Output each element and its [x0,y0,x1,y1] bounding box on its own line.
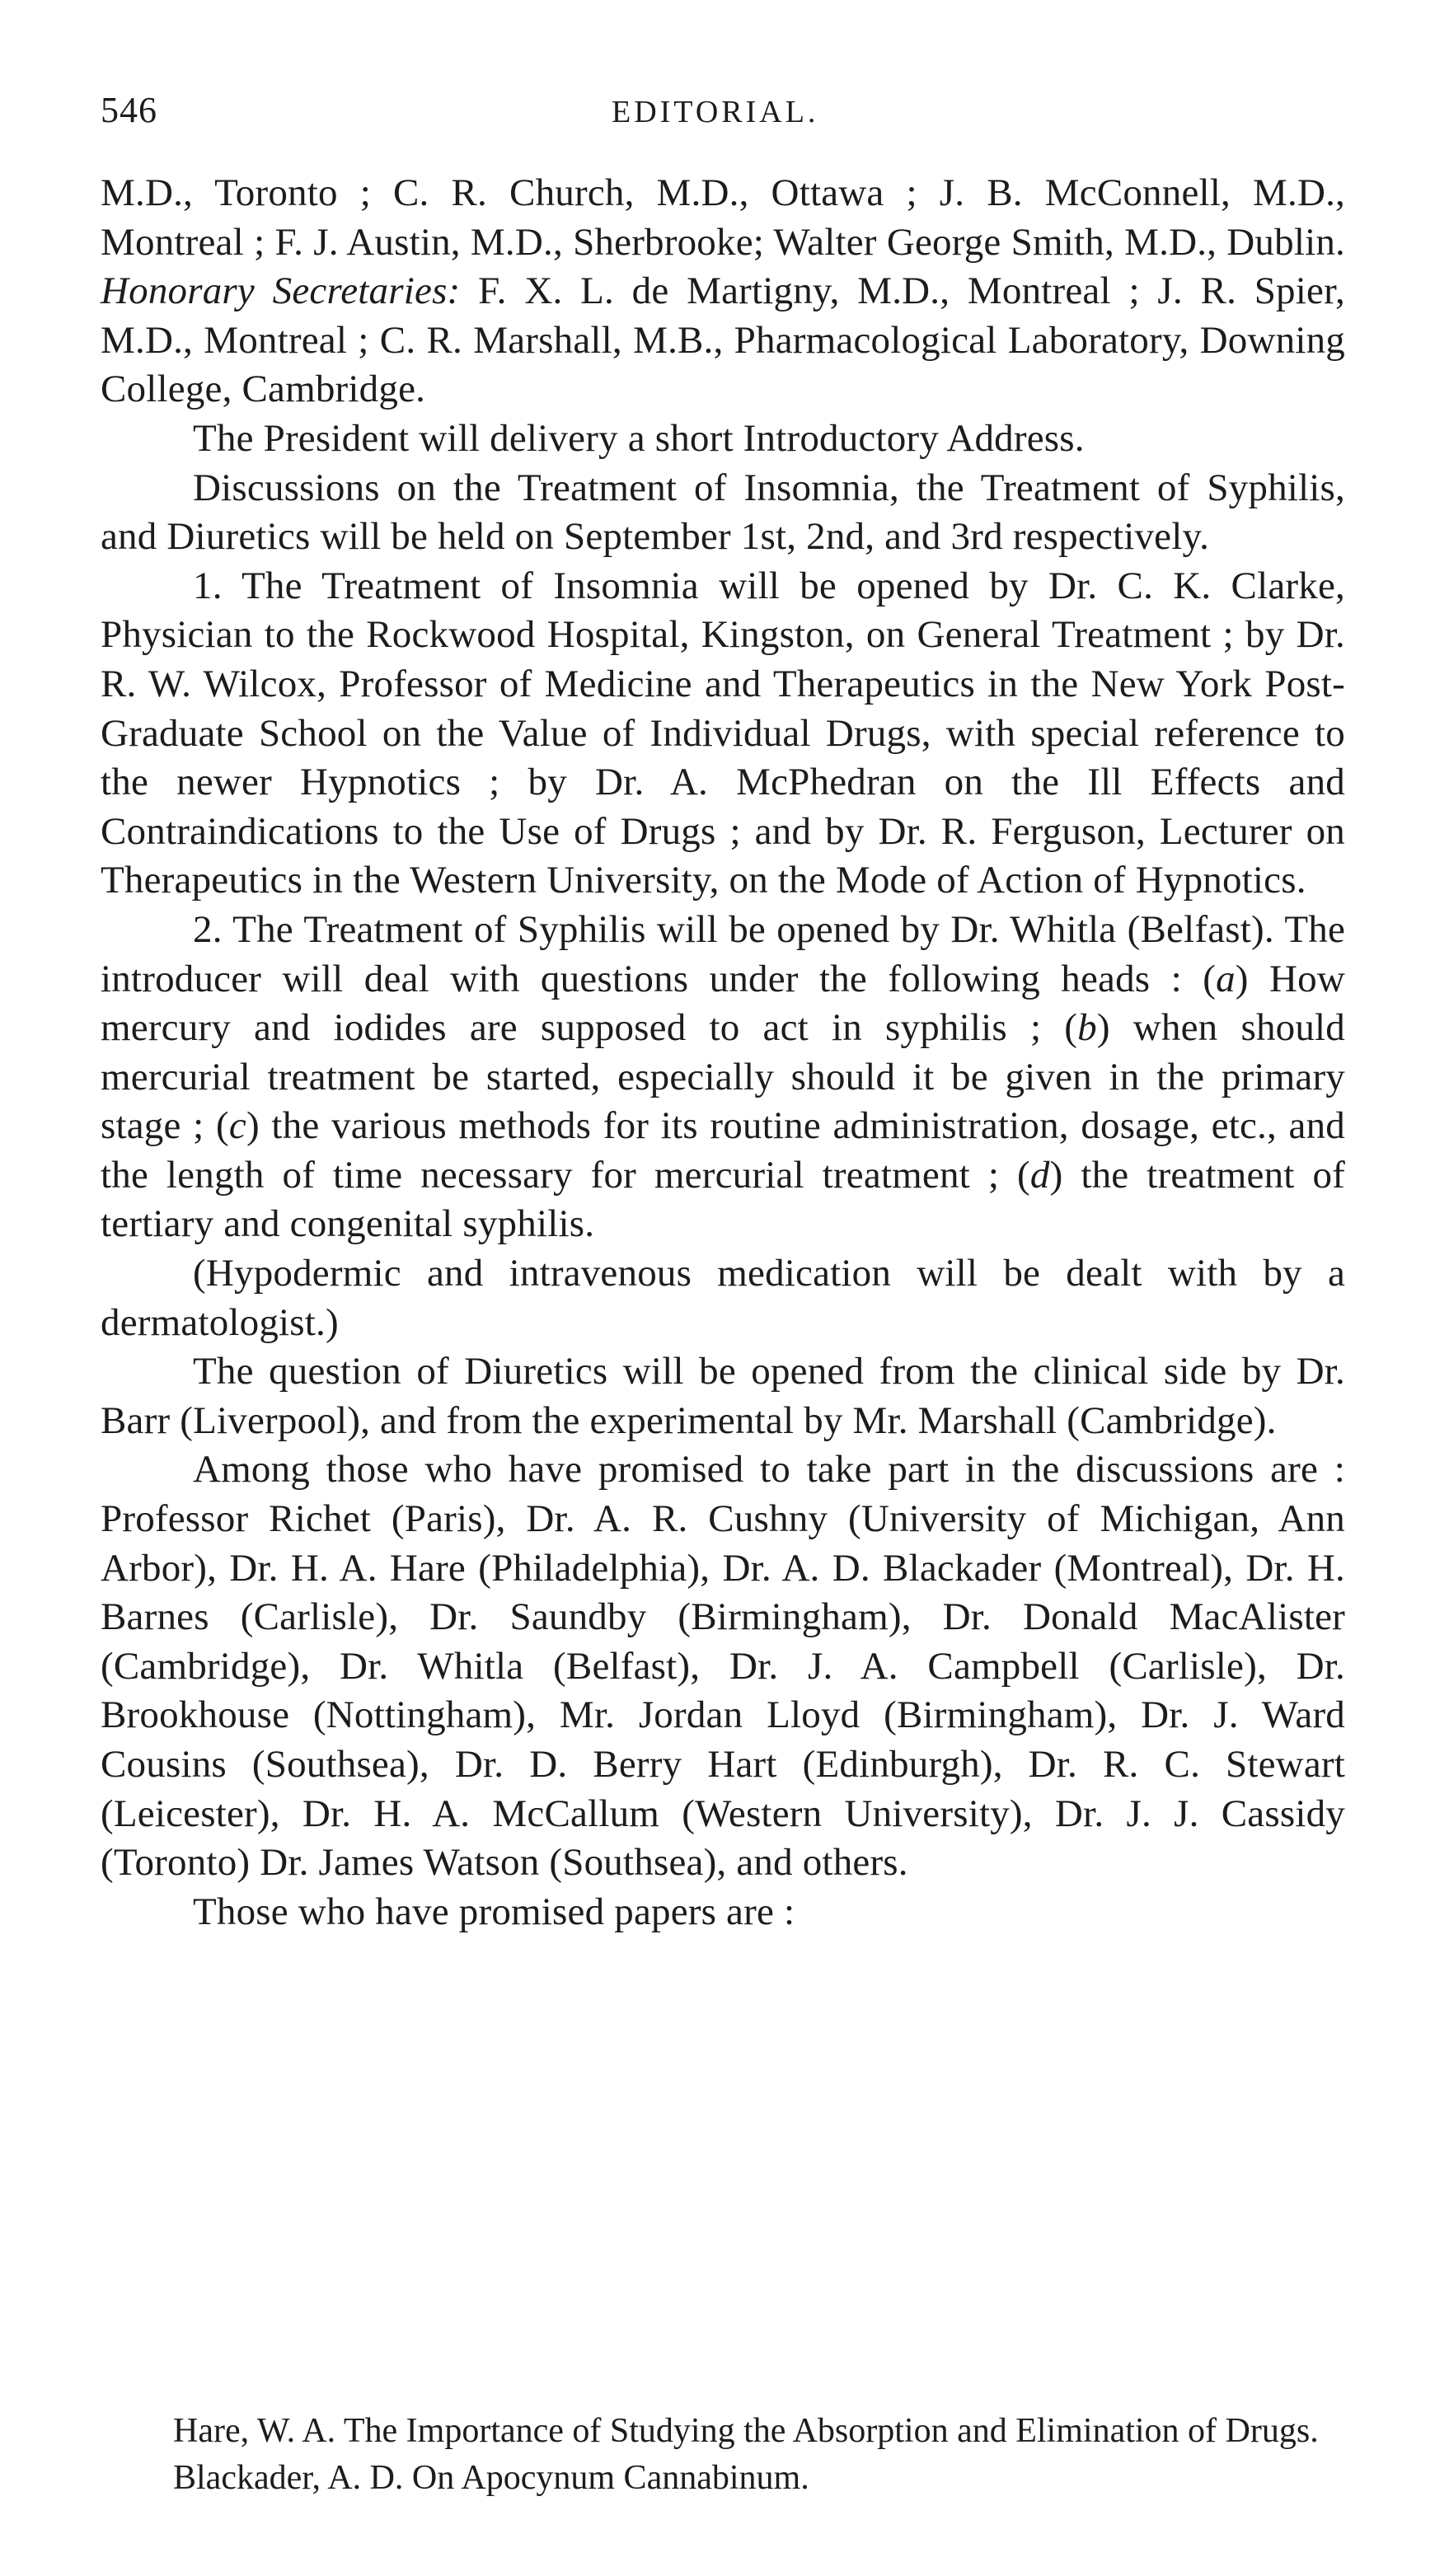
paragraph-text: 2. The Treatment of Syphilis will be opened by Dr. Whitla (Belfast). The introducer will deal with questions under the following heads : ( [101,907,1345,1000]
paragraph-text: F. X. L. de Martigny, M.D., Montreal ; J. R. Spier, M.D., Montreal ; C. R. Marshall, M.B., Pharmacological Laboratory, Downing College, Cambridge. [101,269,1345,411]
papers-list [82,2408,1345,2502]
paragraph-text: ) the treatment of tertiary and congenital syphilis. [101,1153,1345,1246]
paragraph-text: M.D., Toronto ; C. R. Church, M.D., Ottawa ; J. B. McConnell, M.D., Montreal ; F. J. Austin, M.D., Sherbrooke; Walter George Smith, M.D., Dublin. [101,171,1345,264]
paragraph-text: ) when should mercurial treatment be started, especially should it be given in the primary stage ; ( [101,1006,1345,1148]
paragraph-text: ) How mercury and iodides are supposed to act in syphilis ; ( [101,957,1345,1050]
page-number: 546 [101,90,157,130]
paragraph-president-address: The President will delivery a short Introductory Address. [193,416,1085,460]
list-marker-b: b [1077,1006,1097,1050]
paragraph-discussions: Discussions on the Treatment of Insomnia, the Treatment of Syphilis, and Diuretics will be held on September 1st, 2nd, and 3rd respectively. [101,466,1345,559]
body-text [101,169,1345,1937]
paragraph-hypodermic: (Hypodermic and intravenous medication will be dealt with by a dermatologist.) [101,1252,1345,1344]
list-marker-a: a [1216,957,1236,1000]
list-marker-c: c [228,1104,246,1148]
paragraph-text: ) the various methods for its routine administration, dosage, etc., and the length of time necessary for mercurial treatment ; ( [101,1104,1345,1197]
paragraph-papers-intro: Those who have promised papers are : [193,1890,795,1933]
paragraph-diuretics: The question of Diuretics will be opened from the clinical side by Dr. Barr (Liverpool), and from the experimental by Mr. Marshall (Cambridge). [101,1350,1345,1442]
paragraph-insomnia: 1. The Treatment of Insomnia will be opened by Dr. C. K. Clarke, Physician to the Rockwood Hospital, Kingston, on General Treatment ; by Dr. R. W. Wilcox, Professor of Medicine and Therapeutics in the New York Post-Graduate School on the Value of Individual Drugs, with special reference to the newer Hypnotics ; by Dr. A. McPhedran on the Ill Effects and Contraindications to the Use of Drugs ; and by Dr. R. Ferguson, Lecturer on Therapeutics in the Western University, on the Mode of Action of Hypnotics. [101,564,1345,902]
running-head: EDITORIAL. [612,95,819,129]
paper-item: Blackader, A. D. On Apocynum Cannabinum. [173,2459,809,2497]
paragraph-committee-list [101,169,1345,415]
honorary-secretaries-heading: Honorary Secretaries: [101,269,461,313]
paragraph-syphilis [101,906,1345,1249]
paper-item: Hare, W. A. The Importance of Studying the Absorption and Elimination of Drugs. [173,2412,1319,2450]
page-header [101,89,1353,138]
list-marker-d: d [1029,1153,1050,1197]
paragraph-participants: Among those who have promised to take part in the discussions are : Professor Richet (Paris), Dr. A. R. Cushny (University of Michigan, Ann Arbor), Dr. H. A. Hare (Philadelphia), Dr. A. D. Blackader (Montreal), Dr. H. Barnes (Carlisle), Dr. Saundby (Birmingham), Dr. Donald MacAlister (Cambridge), Dr. Whitla (Belfast), Dr. J. A. Campbell (Carlisle), Dr. Brookhouse (Nottingham), Mr. Jordan Lloyd (Birmingham), Dr. J. Ward Cousins (Southsea), Dr. D. Berry Hart (Edinburgh), Dr. R. C. Stewart (Leicester), Dr. H. A. McCallum (Western University), Dr. J. J. Cassidy (Toronto) Dr. James Watson (Southsea), and others. [101,1448,1345,1885]
